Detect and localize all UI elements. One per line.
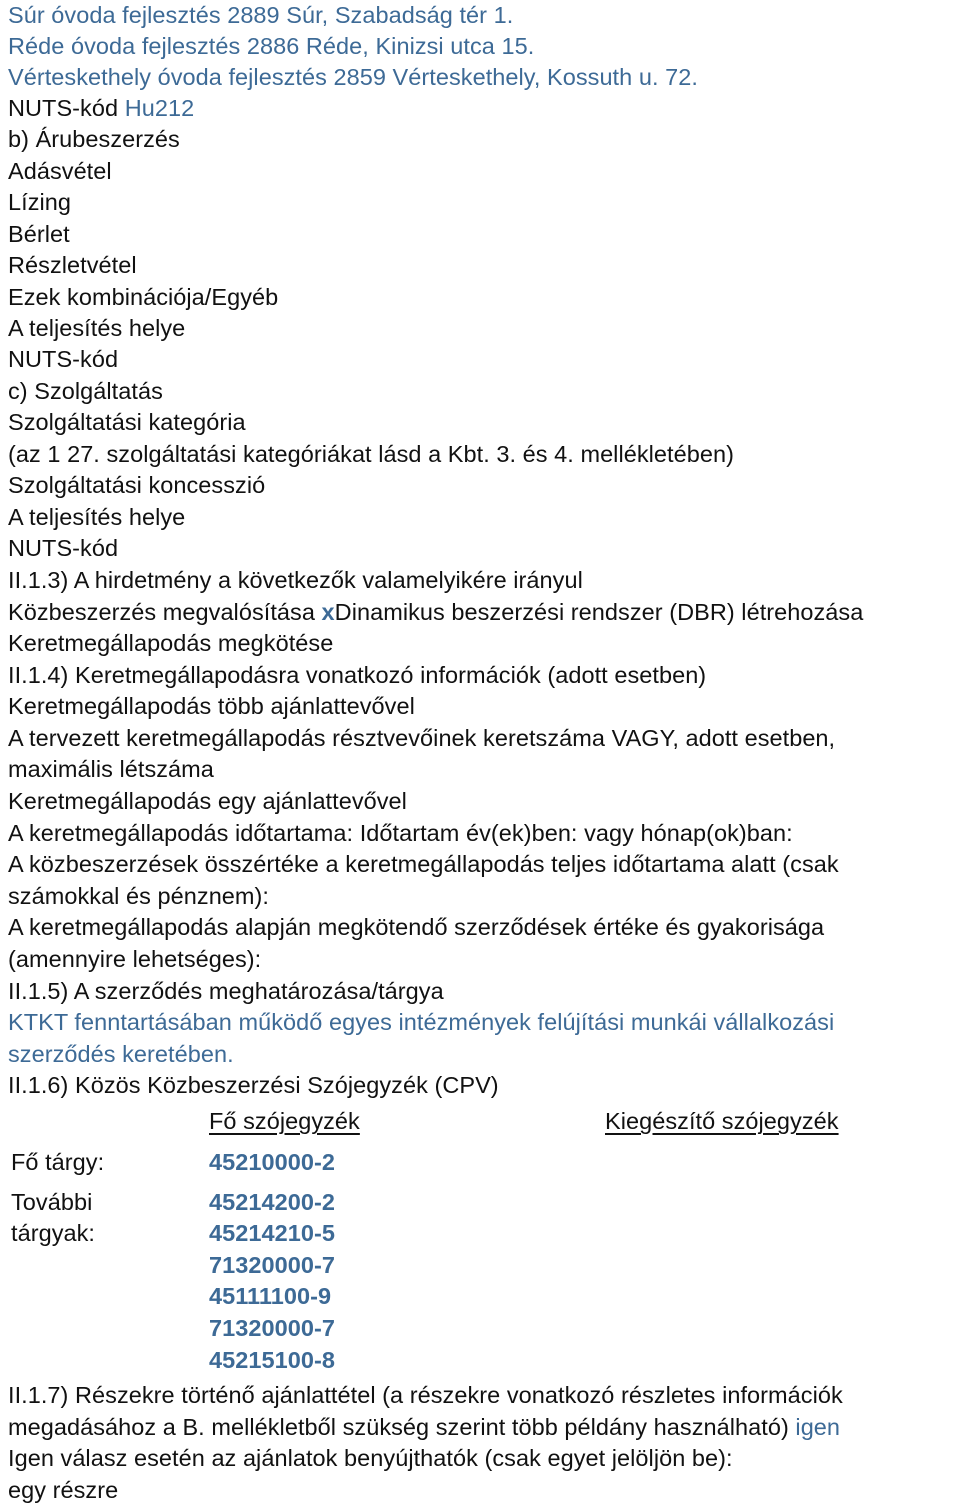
reszek-option: egy részre — [8, 1477, 119, 1503]
szerzodes-subject-line1: KTKT fenntartásában működő egyes intézmények felújítási munkái vállalkozási — [8, 1009, 835, 1035]
keret-line: számokkal és pénznem): — [8, 883, 270, 909]
hirdetmeny-options-line — [8, 597, 863, 627]
arubeszerzes-item: Bérlet — [8, 221, 70, 247]
szolgaltatas-item: Szolgáltatási koncesszió — [8, 472, 266, 498]
cpv-further-code: 71320000-7 — [209, 1315, 335, 1341]
keret-heading: II.1.4) Keretmegállapodásra vonatkozó információk (adott esetben) — [8, 662, 707, 688]
nuts-value: Hu212 — [124, 95, 195, 121]
keret-line: A közbeszerzések összértéke a keretmegállapodás teljes időtartama alatt (csak — [8, 851, 839, 877]
cpv-further-code: 71320000-7 — [209, 1252, 335, 1278]
option-kozbeszerzes: Közbeszerzés megvalósítása — [8, 599, 315, 625]
szerzodes-heading: II.1.5) A szerződés meghatározása/tárgya — [8, 978, 444, 1004]
cpv-main-subject-label: Fő tárgy: — [11, 1149, 105, 1175]
arubeszerzes-item: Ezek kombinációja/Egyéb — [8, 284, 279, 310]
arubeszerzes-item: NUTS-kód — [8, 346, 119, 372]
cpv-further-code: 45215100-8 — [209, 1347, 335, 1373]
site-line-vertes: Vérteskethely óvoda fejlesztés 2859 Vérteskethely, Kossuth u. 72. — [8, 64, 698, 90]
reszek-answer: igen — [795, 1414, 841, 1440]
szerzodes-subject-line2: szerződés keretében. — [8, 1041, 234, 1067]
arubeszerzes-item: A teljesítés helye — [8, 315, 186, 341]
arubeszerzes-item: Adásvétel — [8, 158, 112, 184]
keret-line: Keretmegállapodás több ajánlattevővel — [8, 693, 415, 719]
reszek-instruction: Igen válasz esetén az ajánlatok benyújthatók (csak egyet jelöljön be): — [8, 1445, 733, 1471]
arubeszerzes-item: Lízing — [8, 189, 72, 215]
arubeszerzes-heading: b) Árubeszerzés — [8, 126, 180, 152]
reszek-text: megadásához a B. mellékletből szükség szerint több példány használható) — [8, 1414, 789, 1440]
cpv-further-code: 45111100-9 — [209, 1283, 332, 1309]
site-line-rede: Réde óvoda fejlesztés 2886 Réde, Kinizsi utca 15. — [8, 33, 535, 59]
szolgaltatas-item: NUTS-kód — [8, 535, 119, 561]
reszek-line — [8, 1412, 840, 1442]
keret-line: A tervezett keretmegállapodás résztvevőinek keretszáma VAGY, adott esetben, — [8, 725, 836, 751]
szolgaltatas-heading: c) Szolgáltatás — [8, 378, 163, 404]
nuts-line — [8, 93, 194, 123]
reszek-heading: II.1.7) Részekre történő ajánlattétel (a részekre vonatkozó részletes információk — [8, 1382, 843, 1408]
site-line-sur: Súr óvoda fejlesztés 2889 Súr, Szabadság tér 1. — [8, 2, 514, 28]
cpv-further-code: 45214210-5 — [209, 1220, 335, 1246]
nuts-label: NUTS-kód — [8, 95, 119, 121]
option-keretmegallapodas: Keretmegállapodás megkötése — [8, 630, 334, 656]
keret-line: Keretmegállapodás egy ajánlattevővel — [8, 788, 407, 814]
keret-line: A keretmegállapodás időtartama: Időtartam év(ek)ben: vagy hónap(ok)ban: — [8, 820, 793, 846]
keret-line: A keretmegállapodás alapján megkötendő szerződések értéke és gyakorisága — [8, 914, 825, 940]
szolgaltatas-item: A teljesítés helye — [8, 504, 186, 530]
arubeszerzes-item: Részletvétel — [8, 252, 137, 278]
cpv-col-main: Fő szójegyzék — [209, 1108, 360, 1134]
cpv-further-label: tárgyak: — [11, 1220, 95, 1246]
szolgaltatas-item: (az 1 27. szolgáltatási kategóriákat lásd a Kbt. 3. és 4. mellékletében) — [8, 441, 734, 467]
keret-line: (amennyire lehetséges): — [8, 946, 262, 972]
keret-line: maximális létszáma — [8, 756, 214, 782]
cpv-heading: II.1.6) Közös Közbeszerzési Szójegyzék (CPV) — [8, 1072, 499, 1098]
cpv-col-supp: Kiegészítő szójegyzék — [605, 1108, 839, 1134]
cpv-further-label: További — [11, 1189, 93, 1215]
hirdetmeny-heading: II.1.3) A hirdetmény a következők valamelyikére irányul — [8, 567, 583, 593]
szolgaltatas-item: Szolgáltatási kategória — [8, 409, 246, 435]
option-dbr: Dinamikus beszerzési rendszer (DBR) létrehozása — [334, 599, 864, 625]
cpv-further-code: 45214200-2 — [209, 1189, 335, 1215]
selected-x-mark: x — [321, 599, 335, 625]
cpv-main-code: 45210000-2 — [209, 1149, 335, 1175]
